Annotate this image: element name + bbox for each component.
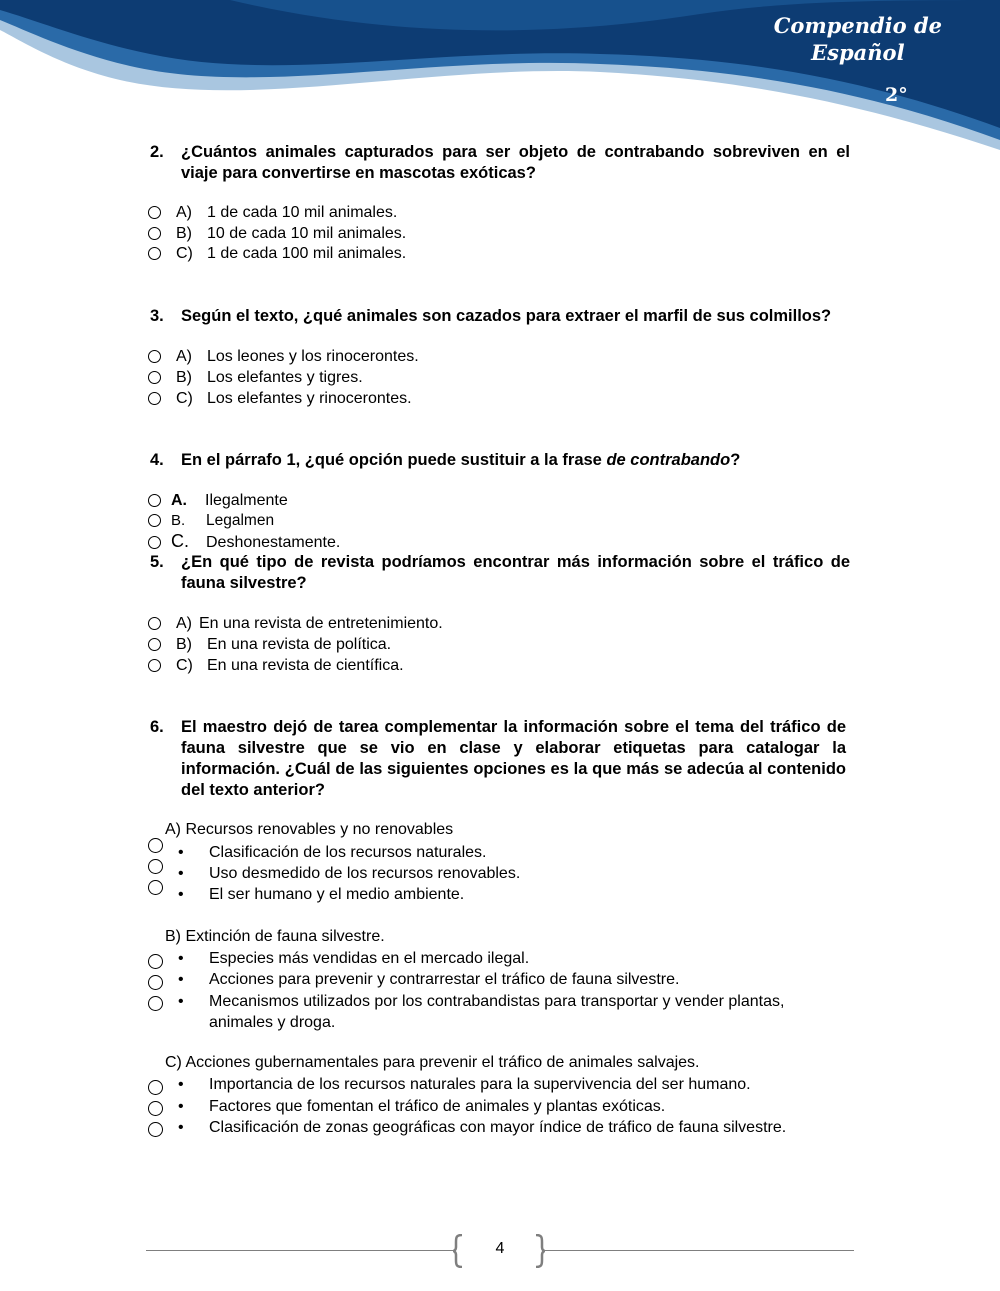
q3-option-c[interactable]: C) Los elefantes y rinocerontes. <box>148 389 412 410</box>
page-header <box>0 0 1000 160</box>
question-number: 5. <box>150 553 164 571</box>
radio-button[interactable] <box>148 1101 163 1116</box>
q6-group-c-radio-2[interactable] <box>148 1101 164 1117</box>
page-number: 4 <box>495 1240 505 1257</box>
q6-group-a-radio-2[interactable] <box>148 859 164 875</box>
q5-option-a[interactable]: A) En una revista de entretenimiento. <box>148 614 443 635</box>
q4-option-a[interactable]: A. Ilegalmente <box>148 491 288 512</box>
radio-button[interactable] <box>148 206 161 219</box>
radio-button[interactable] <box>148 638 161 651</box>
question-3 <box>150 306 910 327</box>
radio-button[interactable] <box>148 227 161 240</box>
question-text: El maestro dejó de tarea complementar la información sobre el tema del tráfico de fauna silvestre que se vio en clase y elaborar etiquetas para catalogar la información. ¿Cuál de las siguientes opciones es la que más se adecúa al contenido del texto anterior? <box>181 718 846 799</box>
brand-title-line1: Compendio de <box>773 13 942 38</box>
grade-label: 2° <box>885 84 908 106</box>
q6-group-a-radio-3[interactable] <box>148 880 164 896</box>
bullet-icon: • <box>178 1098 184 1115</box>
radio-button[interactable] <box>148 996 163 1011</box>
question-number: 6. <box>150 718 164 736</box>
q6-group-b-radio-3[interactable] <box>148 996 164 1012</box>
radio-button[interactable] <box>148 838 163 853</box>
radio-button[interactable] <box>148 247 161 260</box>
radio-button[interactable] <box>148 954 163 969</box>
q6-group-b-radio-1[interactable] <box>148 954 164 970</box>
bullet-icon: • <box>178 1119 184 1136</box>
radio-button[interactable] <box>148 617 161 630</box>
q6-group-c-radio-1[interactable] <box>148 1080 164 1096</box>
question-6 <box>150 717 850 801</box>
q6-group-b-radio-2[interactable] <box>148 975 164 991</box>
question-5 <box>150 552 850 594</box>
question-number: 2. <box>150 143 164 161</box>
list-item: • Acciones para prevenir y contrarrestar el tráfico de fauna silvestre. <box>178 971 680 988</box>
q3-option-a[interactable]: A) Los leones y los rinocerontes. <box>148 347 419 368</box>
question-text: ¿Cuántos animales capturados para ser objeto de contrabando sobreviven en el viaje para convertirse en mascotas exóticas? <box>181 143 850 182</box>
q3-option-b[interactable]: B) Los elefantes y tigres. <box>148 368 363 389</box>
radio-button[interactable] <box>148 514 161 527</box>
q6-group-c-radio-3[interactable] <box>148 1122 164 1138</box>
bullet-icon: • <box>178 865 184 882</box>
q5-option-c[interactable]: C) En una revista de científica. <box>148 656 404 677</box>
question-text: En el párrafo 1, ¿qué opción puede sustituir a la frase de contrabando? <box>181 451 741 469</box>
list-item: • Clasificación de zonas geográficas con mayor índice de tráfico de fauna silvestre. <box>178 1119 787 1136</box>
q4-option-b[interactable]: B. Legalmen <box>148 511 274 532</box>
brand-title <box>774 12 942 66</box>
footer-rule-left <box>146 1250 456 1251</box>
list-item: • Clasificación de los recursos naturales. <box>178 844 487 861</box>
question-number: 3. <box>150 307 164 325</box>
radio-button[interactable] <box>148 1080 163 1095</box>
radio-button[interactable] <box>148 659 161 672</box>
brand-title-line2: Español <box>811 40 905 65</box>
left-bracket-icon <box>452 1234 464 1268</box>
list-item: • El ser humano y el medio ambiente. <box>178 886 465 903</box>
radio-button[interactable] <box>148 859 163 874</box>
bullet-icon: • <box>178 950 184 967</box>
q2-option-a[interactable]: A) 1 de cada 10 mil animales. <box>148 203 397 224</box>
q5-option-b[interactable]: B) En una revista de política. <box>148 635 391 656</box>
radio-button[interactable] <box>148 536 161 549</box>
list-item: • Factores que fomentan el tráfico de animales y plantas exóticas. <box>178 1098 666 1115</box>
list-item: • Especies más vendidas en el mercado ilegal. <box>178 950 530 967</box>
q6-group-a-title: A) Recursos renovables y no renovables <box>165 821 454 838</box>
list-item: • Uso desmedido de los recursos renovables. <box>178 865 521 882</box>
q6-group-c-title: C) Acciones gubernamentales para prevenir el tráfico de animales salvajes. <box>165 1054 700 1071</box>
q6-group-a-radio-1[interactable] <box>148 838 164 854</box>
radio-button[interactable] <box>148 975 163 990</box>
bullet-icon: • <box>178 844 184 861</box>
radio-button[interactable] <box>148 494 161 507</box>
bullet-icon: • <box>178 886 184 903</box>
q6-group-b-title: B) Extinción de fauna silvestre. <box>165 928 385 945</box>
italic-phrase: de contrabando <box>606 451 731 469</box>
question-text: Según el texto, ¿qué animales son cazados para extraer el marfil de sus colmillos? <box>181 307 832 325</box>
radio-button[interactable] <box>148 1122 163 1137</box>
question-4 <box>150 450 910 471</box>
radio-button[interactable] <box>148 392 161 405</box>
bullet-icon: • <box>178 971 184 988</box>
footer-rule-right <box>542 1250 854 1251</box>
q2-option-b[interactable]: B) 10 de cada 10 mil animales. <box>148 224 406 245</box>
question-number: 4. <box>150 451 164 469</box>
question-2 <box>150 142 850 184</box>
bullet-icon: • <box>178 1076 184 1093</box>
list-item: • Importancia de los recursos naturales para la supervivencia del ser humano. <box>178 1076 751 1093</box>
q2-option-c[interactable]: C) 1 de cada 100 mil animales. <box>148 244 406 265</box>
bullet-icon: • <box>178 993 184 1010</box>
question-text: ¿En qué tipo de revista podríamos encontrar más información sobre el tráfico de fauna silvestre? <box>181 553 850 592</box>
list-item: • Mecanismos utilizados por los contrabandistas para transportar y vender plantas, animales y droga. <box>178 993 785 1031</box>
right-bracket-icon <box>534 1234 546 1268</box>
radio-button[interactable] <box>148 371 161 384</box>
q4-option-c[interactable]: C. Deshonestamente. <box>148 531 340 552</box>
radio-button[interactable] <box>148 880 163 895</box>
radio-button[interactable] <box>148 350 161 363</box>
